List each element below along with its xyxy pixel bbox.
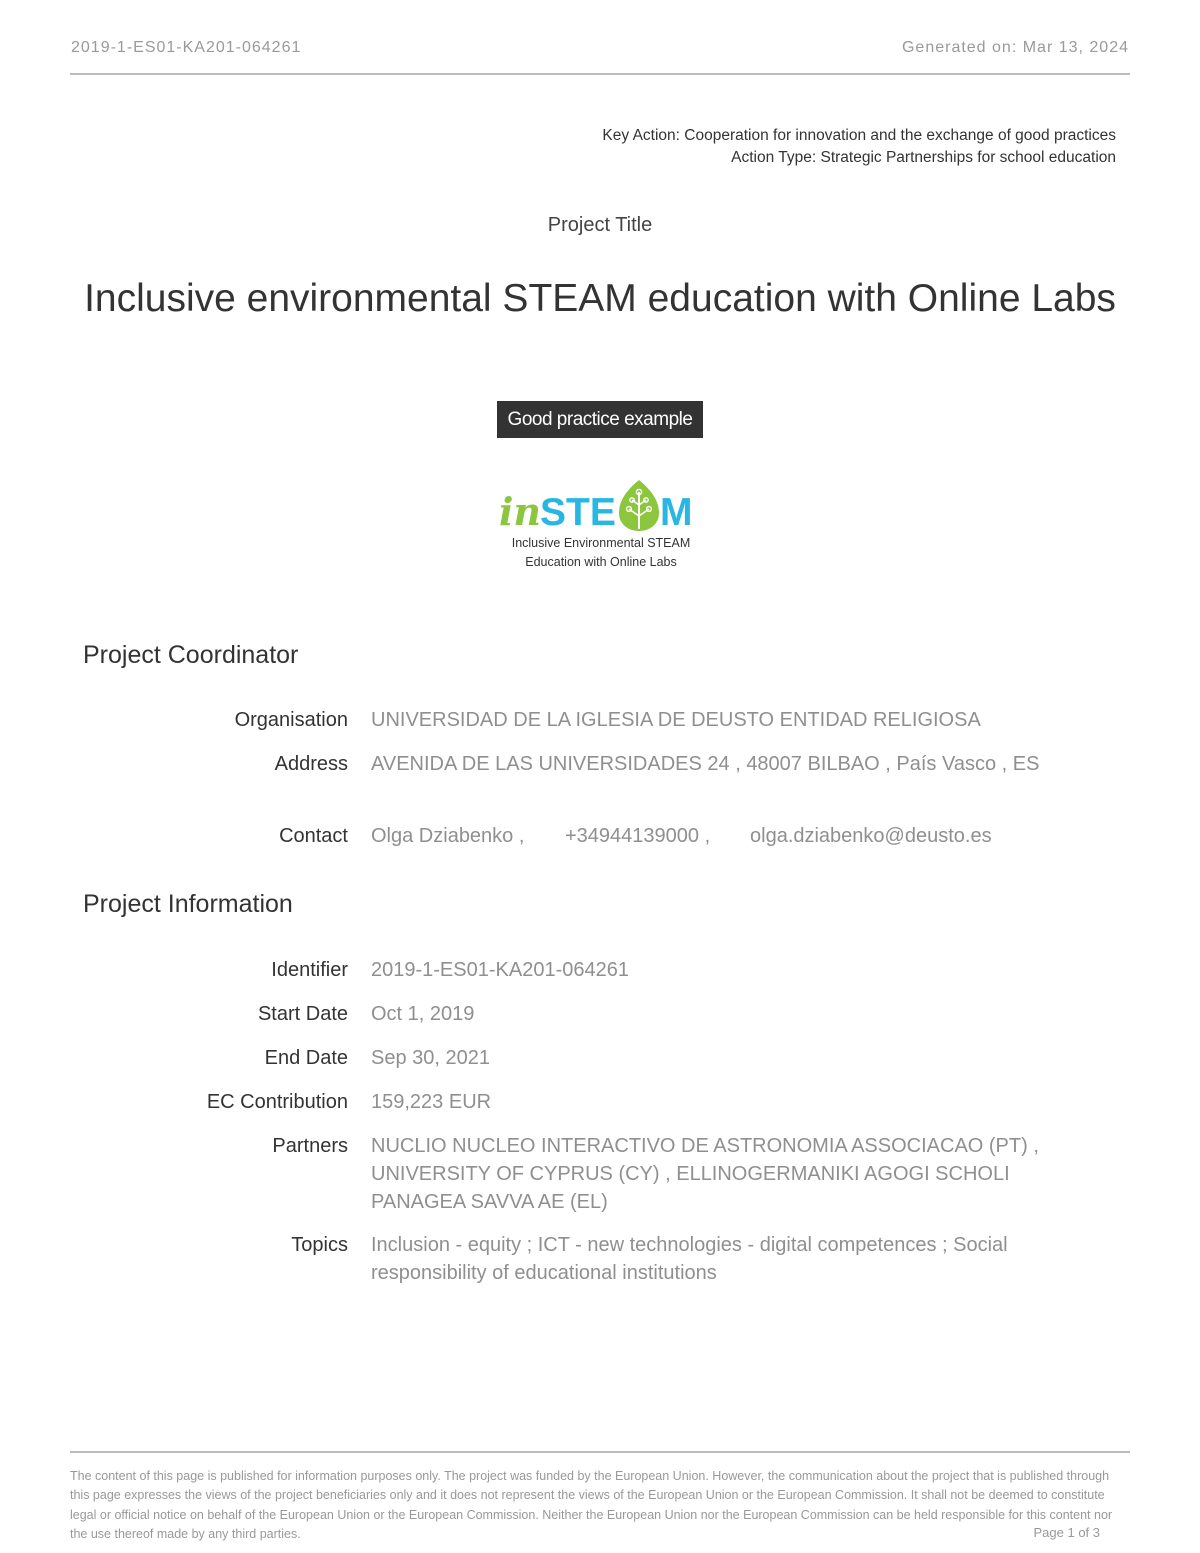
action-info <box>602 125 1116 169</box>
bottom-divider <box>70 1451 1130 1453</box>
page-number: Page 1 of 3 <box>1033 1525 1100 1540</box>
insteam-logo <box>498 478 704 574</box>
topics-value: Inclusion - equity ; ICT - new technologies - digital competences ; Social responsibility of educational institutions <box>371 1234 1008 1284</box>
contact-label: Contact <box>279 825 348 847</box>
partners-label: Partners <box>272 1135 348 1157</box>
logo-tagline-1: Inclusive Environmental STEAM <box>511 536 691 550</box>
key-action: Key Action: Cooperation for innovation and the exchange of good practices <box>602 127 1116 144</box>
leaf-icon <box>619 480 659 531</box>
logo-tagline-2: Education with Online Labs <box>525 555 677 569</box>
good-practice-badge: Good practice example <box>497 401 704 438</box>
partners-value: NUCLIO NUCLEO INTERACTIVO DE ASTRONOMIA ASSOCIACAO (PT) , UNIVERSITY OF CYPRUS (CY) , ELLINOGERMANIKI AGOGI SCHOLI PANAGEA SAVVA AE (EL) <box>371 1135 1039 1213</box>
project-title: Inclusive environmental STEAM education with Online Labs <box>84 277 1116 320</box>
organisation-value: UNIVERSIDAD DE LA IGLESIA DE DEUSTO ENTIDAD RELIGIOSA <box>371 709 981 731</box>
address-label: Address <box>274 753 348 775</box>
coordinator-heading: Project Coordinator <box>83 641 299 669</box>
end-date-value: Sep 30, 2021 <box>371 1047 490 1069</box>
topics-label: Topics <box>291 1234 348 1256</box>
contact-name: Olga Dziabenko , <box>371 825 525 847</box>
badge-wrap <box>0 401 1200 438</box>
project-title-label: Project Title <box>547 214 653 236</box>
info-heading: Project Information <box>83 890 293 918</box>
identifier-label: Identifier <box>271 959 348 981</box>
contribution-value: 159,223 EUR <box>371 1091 492 1113</box>
address-value: AVENIDA DE LAS UNIVERSIDADES 24 , 48007 BILBAO , País Vasco , ES <box>371 753 1040 775</box>
action-type: Action Type: Strategic Partnerships for school education <box>731 149 1116 166</box>
organisation-label: Organisation <box>234 709 348 731</box>
generated-date: Generated on: Mar 13, 2024 <box>901 39 1129 56</box>
logo-brand-b: M <box>660 491 693 534</box>
identifier-value: 2019-1-ES01-KA201-064261 <box>371 959 629 981</box>
contribution-label: EC Contribution <box>206 1091 348 1113</box>
logo-prefix: in <box>499 489 542 534</box>
top-divider <box>70 73 1130 75</box>
start-date-label: Start Date <box>257 1003 348 1025</box>
contact-email[interactable]: olga.dziabenko@deusto.es <box>750 825 992 847</box>
start-date-value: Oct 1, 2019 <box>371 1003 475 1025</box>
header-project-id: 2019-1-ES01-KA201-064261 <box>71 39 302 56</box>
logo-brand-a: STE <box>540 491 616 534</box>
end-date-label: End Date <box>264 1047 348 1069</box>
contact-phone: +34944139000 , <box>565 825 711 847</box>
contact-value <box>371 822 1041 850</box>
footer-disclaimer: The content of this page is published for information purposes only. The project was funded by the European Union. However, the communication about the project that is published through this page expresses the views of the project beneficiaries only and it does not represent the views of the European Union or the European Commission. It shall not be deemed to constitute legal or official notice on behalf of the European Union or the European Commission. Neither the European Union nor the European Commission can be held responsible for this content nor the use thereof made by any third parties. <box>70 1469 1113 1541</box>
